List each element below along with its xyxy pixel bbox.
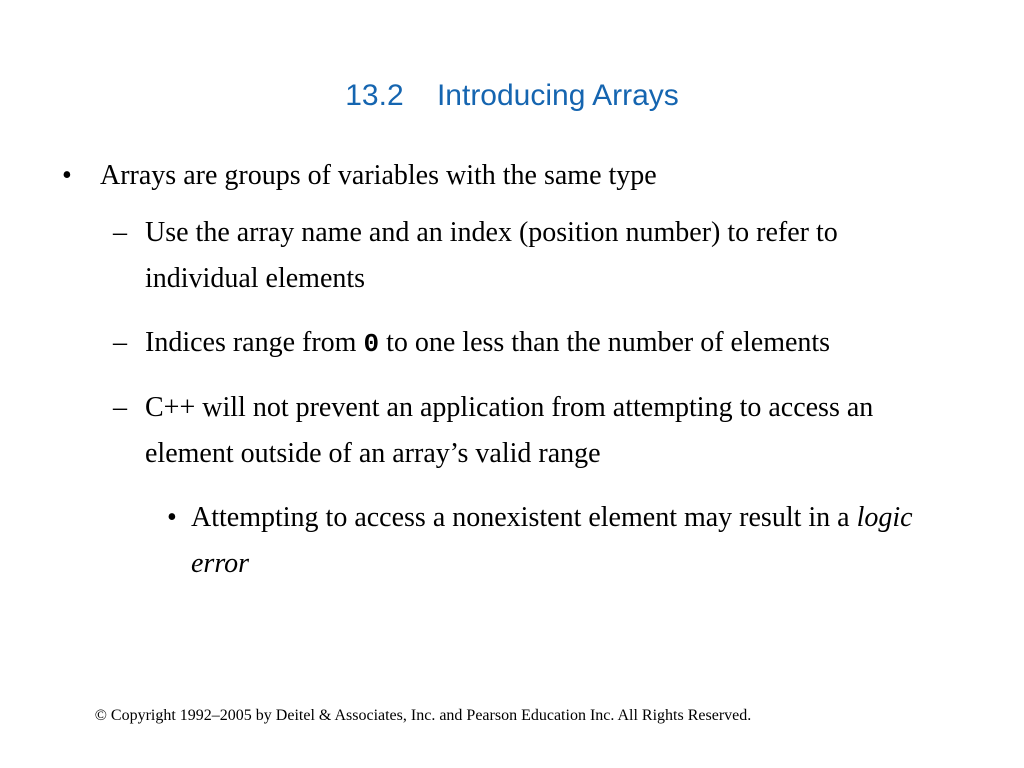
subbullet-cpp-range [105,385,935,477]
slide-body [60,154,980,587]
dash-marker: – [113,327,127,358]
subsubbullet-logic-error [165,495,951,587]
subbullet-text: Use the array name and an index (position number) to refer to individual elements [145,217,838,294]
copyright-footer: © Copyright 1992–2005 by Deitel & Associates, Inc. and Pearson Education Inc. All Rights Reserved. [94,707,752,724]
subbullet-array-name-index [105,210,935,302]
bullet-text: Arrays are groups of variables with the same type [100,160,657,191]
subbullet-text: C++ will not prevent an application from attempting to access an element outside of an array’s valid range [145,392,874,469]
bullet-marker: • [62,160,72,191]
subbullet-text-before: Indices range from [145,327,364,358]
slide-title: 13.2 Introducing Arrays [345,79,679,112]
dash-marker: – [113,392,127,423]
subbullet-text-after: to one less than the number of elements [379,327,831,358]
code-zero: 0 [363,329,380,359]
bullet-marker: • [167,502,177,533]
dash-marker: – [113,217,127,248]
logic-error-emphasis: logic error [191,502,913,579]
bullet-arrays-definition [60,154,980,198]
subbullet-indices-range [105,320,935,367]
subsubbullet-text-before: Attempting to access a nonexistent element may result in a [191,502,857,533]
